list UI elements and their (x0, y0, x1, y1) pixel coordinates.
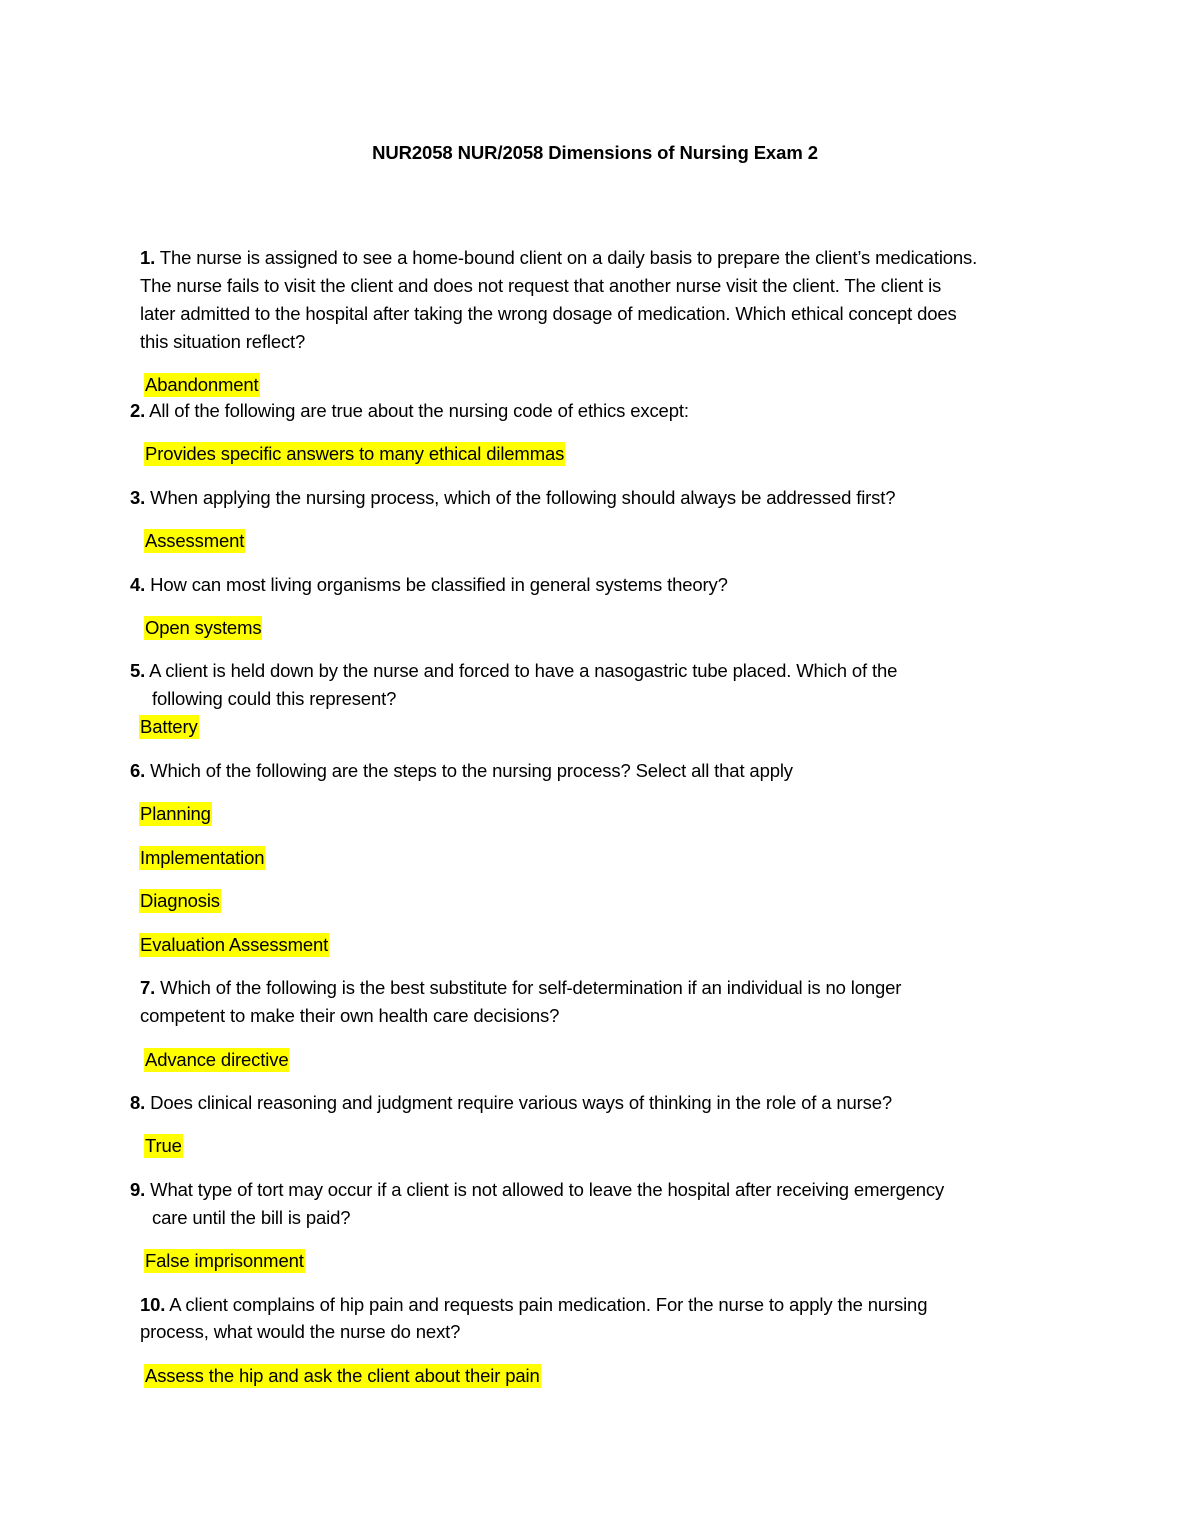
question-4-number: 4. (130, 574, 146, 595)
question-9-line-1 (130, 1176, 944, 1204)
question-10-line-1 (140, 1291, 927, 1319)
question-1-line-3: later admitted to the hospital after taking the wrong dosage of medication. Which ethical concept does (140, 303, 957, 324)
question-4-text: How can most living organisms be classified in general systems theory? (150, 574, 728, 595)
answer-2: Provides specific answers to many ethical dilemmas (145, 443, 565, 464)
answer-3: Assessment (145, 530, 245, 551)
answer-6-option-1: Planning (140, 803, 211, 824)
question-10-line-2: process, what would the nurse do next? (140, 1321, 461, 1342)
question-5-number: 5. (130, 660, 146, 681)
question-6-text: Which of the following are the steps to the nursing process? Select all that apply (150, 760, 793, 781)
answer-1: Abandonment (145, 374, 259, 395)
question-2-number: 2. (130, 400, 146, 421)
question-7-text: Which of the following is the best substitute for self-determination if an individual is no longer (160, 977, 902, 998)
answer-4: Open systems (145, 617, 262, 638)
question-7-number: 7. (140, 977, 156, 998)
question-10-text: A client complains of hip pain and requests pain medication. For the nurse to apply the nursing (169, 1294, 928, 1315)
question-3-text: When applying the nursing process, which of the following should always be addressed first? (150, 487, 896, 508)
question-7-line-1 (140, 974, 901, 1002)
question-5-line-1 (130, 657, 897, 685)
question-9-number: 9. (130, 1179, 146, 1200)
question-8-line-1 (130, 1089, 892, 1117)
question-1-line-2: The nurse fails to visit the client and does not request that another nurse visit the client. The client is (140, 275, 942, 296)
question-5-text: A client is held down by the nurse and forced to have a nasogastric tube placed. Which of the (149, 660, 898, 681)
question-1-line-1 (140, 244, 977, 272)
answer-7: Advance directive (145, 1049, 289, 1070)
question-7-line-2: competent to make their own health care decisions? (140, 1005, 560, 1026)
answer-9: False imprisonment (145, 1250, 304, 1271)
question-4-line-1 (130, 571, 728, 599)
page-title: NUR2058 NUR/2058 Dimensions of Nursing Exam 2 (372, 142, 818, 163)
answer-6-option-3: Diagnosis (140, 890, 220, 911)
question-1-number: 1. (140, 247, 156, 268)
question-3-number: 3. (130, 487, 146, 508)
question-9-text: What type of tort may occur if a client is not allowed to leave the hospital after receiving emergency (150, 1179, 945, 1200)
question-1-line-4: this situation reflect? (140, 331, 306, 352)
question-1-text: The nurse is assigned to see a home-bound client on a daily basis to prepare the client’s medications. (159, 247, 978, 268)
question-9-line-2: care until the bill is paid? (152, 1207, 351, 1228)
question-5-line-2: following could this represent? (152, 688, 397, 709)
question-8-number: 8. (130, 1092, 146, 1113)
question-8-text: Does clinical reasoning and judgment require various ways of thinking in the role of a nurse? (150, 1092, 893, 1113)
answer-10: Assess the hip and ask the client about their pain (145, 1365, 540, 1386)
question-3-line-1 (130, 484, 895, 512)
answer-5: Battery (140, 716, 198, 737)
question-2-line-1 (130, 397, 689, 425)
answer-8: True (145, 1135, 182, 1156)
answer-6-option-2: Implementation (140, 847, 265, 868)
question-10-number: 10. (140, 1294, 166, 1315)
question-2-text: All of the following are true about the nursing code of ethics except: (149, 400, 689, 421)
question-6-line-1 (130, 757, 793, 785)
question-6-number: 6. (130, 760, 146, 781)
answer-6-option-4: Evaluation Assessment (140, 934, 329, 955)
